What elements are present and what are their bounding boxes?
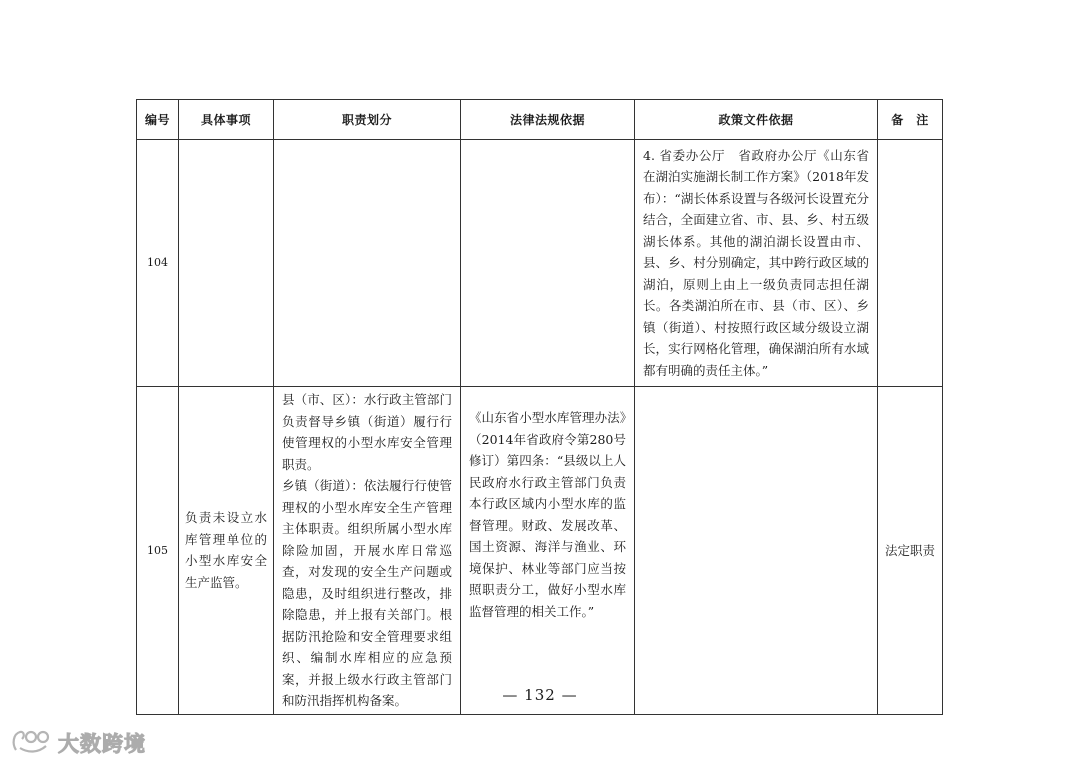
row-law [461, 140, 635, 387]
row-policy [635, 387, 878, 715]
row-law [461, 387, 635, 715]
row-number: 105 [137, 387, 179, 715]
header-note: 备 注 [878, 100, 943, 140]
law-paragraph: 《山东省小型水库管理办法》（2014年省政府令第280号修订）第四条：“县级以上人民政府水行政主管部门负责本行政区域内小型水库的监督管理。财政、发展改革、国土资源、海洋与渔业、环境保护、林业等部门应当按照职责分工，做好小型水库监督管理的相关工作。” [469, 410, 626, 619]
row-note [878, 140, 943, 387]
header-item: 具体事项 [179, 100, 274, 140]
header-duty: 职责划分 [274, 100, 461, 140]
duty-table [136, 99, 943, 715]
table-row [137, 387, 943, 715]
header-law: 法律法规依据 [461, 100, 635, 140]
watermark-text: 大数跨境 [58, 732, 146, 756]
table-row [137, 140, 943, 387]
page-number: — 132 — [502, 686, 578, 704]
row-duty [274, 140, 461, 387]
row-note: 法定职责 [878, 387, 943, 715]
row-policy: 4. 省委办公厅 省政府办公厅《山东省在湖泊实施湖长制工作方案》（2018年发布）：“湖长体系设置与各级河长设置充分结合，全面建立省、市、县、乡、村五级湖长体系。其他的湖泊湖长设置由市、县、乡、村分别确定，其中跨行政区域的湖泊，原则上由上一级负责同志担任湖长。各类湖泊所在市、县（市、区）、乡镇（街道）、村按照行政区域分级设立湖长，实行网格化管理，确保湖泊所有水域都有明确的责任主体。” [635, 140, 878, 387]
table-header-row [137, 100, 943, 140]
watermark [10, 726, 146, 760]
duty-paragraph-township: 乡镇（街道）：依法履行行使管理权的小型水库安全生产管理主体职责。组织所属小型水库除险加固，开展水库日常巡查，对发现的安全生产问题或隐患，及时组织进行整改，排除隐患，并上报有关部门。根据防汛抢险和安全管理要求组织、编制水库相应的应急预案，并报上级水行政主管部门和防汛指挥机构备案。 [282, 478, 452, 708]
row-item: 负责未设立水库管理单位的小型水库安全生产监管。 [179, 387, 274, 715]
row-item [179, 140, 274, 387]
brand-logo-icon [10, 726, 52, 760]
row-duty [274, 387, 461, 715]
row-number: 104 [137, 140, 179, 387]
duty-paragraph-county: 县（市、区）：水行政主管部门负责督导乡镇（街道）履行行使管理权的小型水库安全管理职责。 [282, 392, 452, 472]
header-number: 编号 [137, 100, 179, 140]
header-policy: 政策文件依据 [635, 100, 878, 140]
